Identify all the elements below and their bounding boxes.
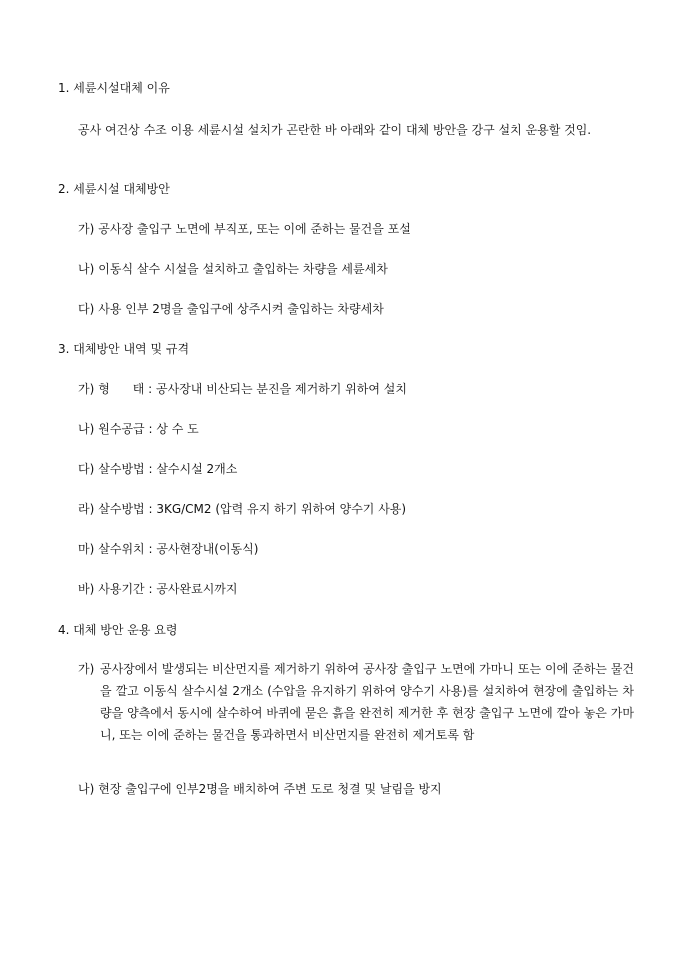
item-marker: 라) xyxy=(78,502,95,516)
section-3-item xyxy=(78,381,407,397)
item-text: 사용기간 : 공사완료시까지 xyxy=(98,582,238,596)
item-marker: 바) xyxy=(78,582,95,596)
item-marker: 가) xyxy=(78,662,95,676)
item-marker: 나) xyxy=(78,262,95,276)
section-4-item xyxy=(78,781,442,797)
item-text: 살수위치 : 공사현장내(이동식) xyxy=(98,542,259,556)
item-marker: 다) xyxy=(78,302,95,316)
item-text: 살수방법 : 살수시설 2개소 xyxy=(98,462,238,476)
section-3-item xyxy=(78,501,406,517)
item-marker: 나) xyxy=(78,782,95,796)
item-marker: 가) xyxy=(78,222,95,236)
item-text: 공사장 출입구 노면에 부직포, 또는 이에 준하는 물건을 포설 xyxy=(98,222,411,236)
section-4-item xyxy=(78,658,634,746)
section-3-item xyxy=(78,421,199,437)
item-text: 살수방법 : 3KG/CM2 (압력 유지 하기 위하여 양수기 사용) xyxy=(98,502,407,516)
item-text: 형 태 : 공사장내 비산되는 분진을 제거하기 위하여 설치 xyxy=(98,382,407,396)
item-text: 원수공급 : 상 수 도 xyxy=(98,422,199,436)
item-marker: 다) xyxy=(78,462,95,476)
item-marker: 마) xyxy=(78,542,95,556)
section-2-item xyxy=(78,261,388,277)
section-3-item xyxy=(78,541,258,557)
section-1-paragraph: 공사 여건상 수조 이용 세륜시설 설치가 곤란한 바 아래와 같이 대체 방안을 강구 설치 운용할 것임. xyxy=(78,123,592,137)
item-text: 이동식 살수 시설을 설치하고 출입하는 차량을 세륜세차 xyxy=(98,262,388,276)
section-3-item xyxy=(78,581,237,597)
section-3-item xyxy=(78,461,237,477)
section-3-heading: 3. 대체방안 내역 및 규격 xyxy=(58,342,190,356)
item-text: 공사장에서 발생되는 비산먼지를 제거하기 위하여 공사장 출입구 노면에 가마니 또는 이에 준하는 물건을 깔고 이동식 살수시설 2개소 (수압을 유지하기 위하여 양수기 사용)를 설치하여 현장에 출입하는 차량을 양측에서 동시에 살수하여 바퀴에 묻은 흙을 완전히 제거한 후 현장 출입구 노면에 깔아 놓은 가마니, 또는 이에 준하는 물건을 통과하면서 비산먼지를 완전히 제거토록 함 xyxy=(100,662,634,742)
section-1-heading: 1. 세륜시설대체 이유 xyxy=(58,81,170,95)
section-2-item xyxy=(78,221,411,237)
section-4-heading: 4. 대체 방안 운용 요령 xyxy=(58,623,178,637)
section-2-heading: 2. 세륜시설 대체방안 xyxy=(58,182,170,196)
item-marker: 나) xyxy=(78,422,95,436)
section-2-item xyxy=(78,301,384,317)
item-text: 사용 인부 2명을 출입구에 상주시켜 출입하는 차량세차 xyxy=(98,302,384,316)
item-text: 현장 출입구에 인부2명을 배치하여 주변 도로 청결 및 날림을 방지 xyxy=(98,782,442,796)
item-marker: 가) xyxy=(78,382,95,396)
